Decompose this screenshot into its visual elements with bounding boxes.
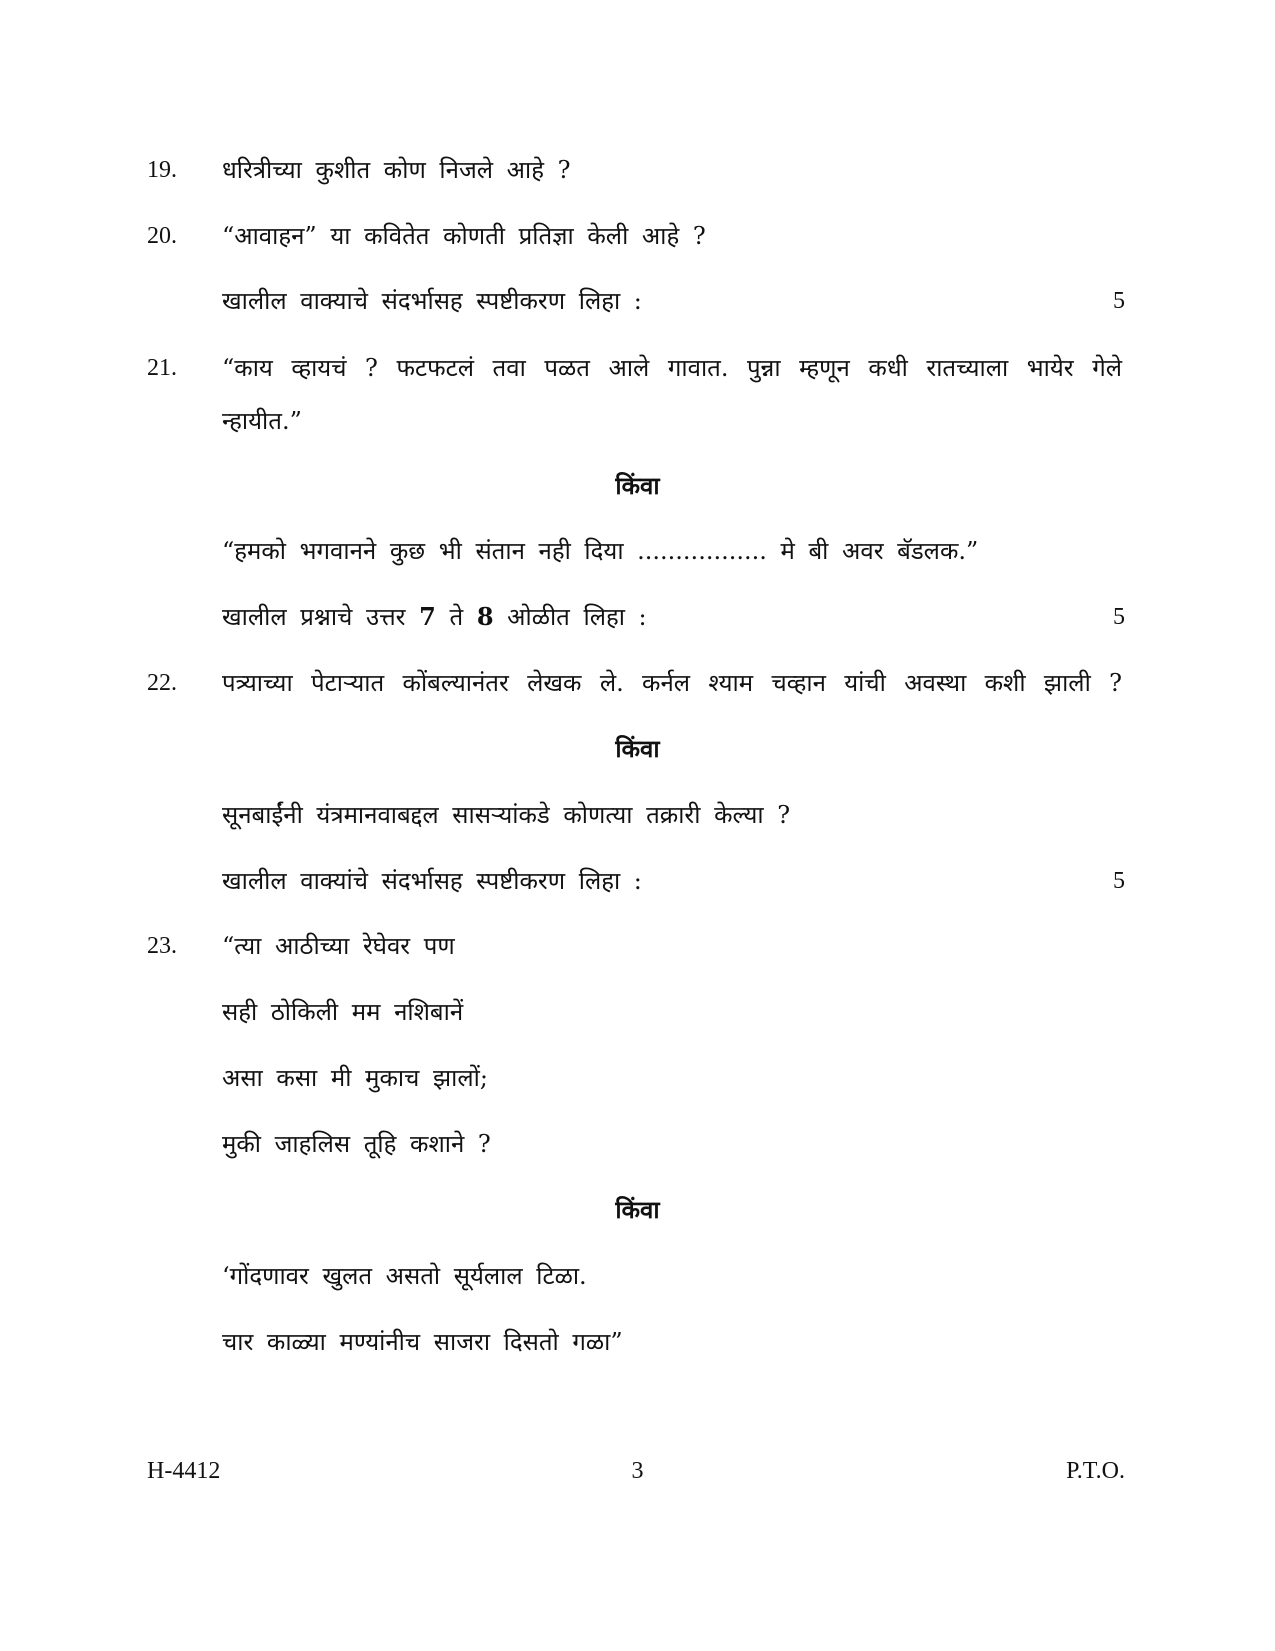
page-number: 3 [631, 1458, 644, 1484]
poem-line: चार काळ्या मण्यांनीच साजरा दिसतो गळा” [222, 1328, 623, 1356]
question-number: 23. [147, 933, 177, 959]
section-marks: 5 [1113, 868, 1125, 894]
or-separator: किंवा [615, 734, 660, 763]
question-text: धरित्रीच्या कुशीत कोण निजले आहे ? [222, 156, 571, 184]
poem-line: असा कसा मी मुकाच झालों; [222, 1064, 488, 1092]
section-marks: 5 [1113, 288, 1125, 314]
question-text: “काय व्हायचं ? फटफटलं तवा पळत आले गावात. पुन्ना म्हणून कधी रातच्याला भायेर गेले [222, 354, 1122, 382]
pto-label: P.T.O. [1066, 1458, 1125, 1484]
or-separator: किंवा [615, 471, 660, 500]
question-text: पत्र्याच्या पेटाऱ्यात कोंबल्यानंतर लेखक ले. कर्नल श्याम चव्हान यांची अवस्था कशी झाली ? [222, 669, 1122, 697]
poem-line: “त्या आठीच्या रेघेवर पण [222, 932, 455, 960]
question-number: 19. [147, 157, 177, 183]
alternative-question: “हमको भगवानने कुछ भी संतान नही दिया ................. मे बी अवर बॅडलक.” [222, 537, 979, 565]
or-separator: किंवा [615, 1195, 660, 1224]
section-marks: 5 [1113, 604, 1125, 630]
question-text-continued: न्हायीत.” [222, 407, 302, 435]
section-instruction: खालील वाक्याचे संदर्भासह स्पष्टीकरण लिहा : [222, 287, 642, 315]
question-number: 20. [147, 223, 177, 249]
question-number: 21. [147, 355, 177, 381]
poem-line: सही ठोकिली मम नशिबानें [222, 998, 464, 1026]
alternative-question: सूनबाईंनी यंत्रमानवाबद्दल सासऱ्यांकडे कोणत्या तक्रारी केल्या ? [222, 801, 791, 829]
poem-line: ‘गोंदणावर खुलत असतो सूर्यलाल टिळा. [222, 1262, 587, 1290]
question-number: 22. [147, 670, 177, 696]
question-text: “आवाहन” या कवितेत कोणती प्रतिज्ञा केली आहे ? [222, 222, 706, 250]
paper-code: H-4412 [147, 1458, 221, 1484]
section-instruction: खालील प्रश्नाचे उत्तर 7 ते 8 ओळीत लिहा : [222, 602, 647, 631]
poem-line: मुकी जाहलिस तूहि कशाने ? [222, 1130, 491, 1158]
section-instruction: खालील वाक्यांचे संदर्भासह स्पष्टीकरण लिहा : [222, 867, 642, 895]
